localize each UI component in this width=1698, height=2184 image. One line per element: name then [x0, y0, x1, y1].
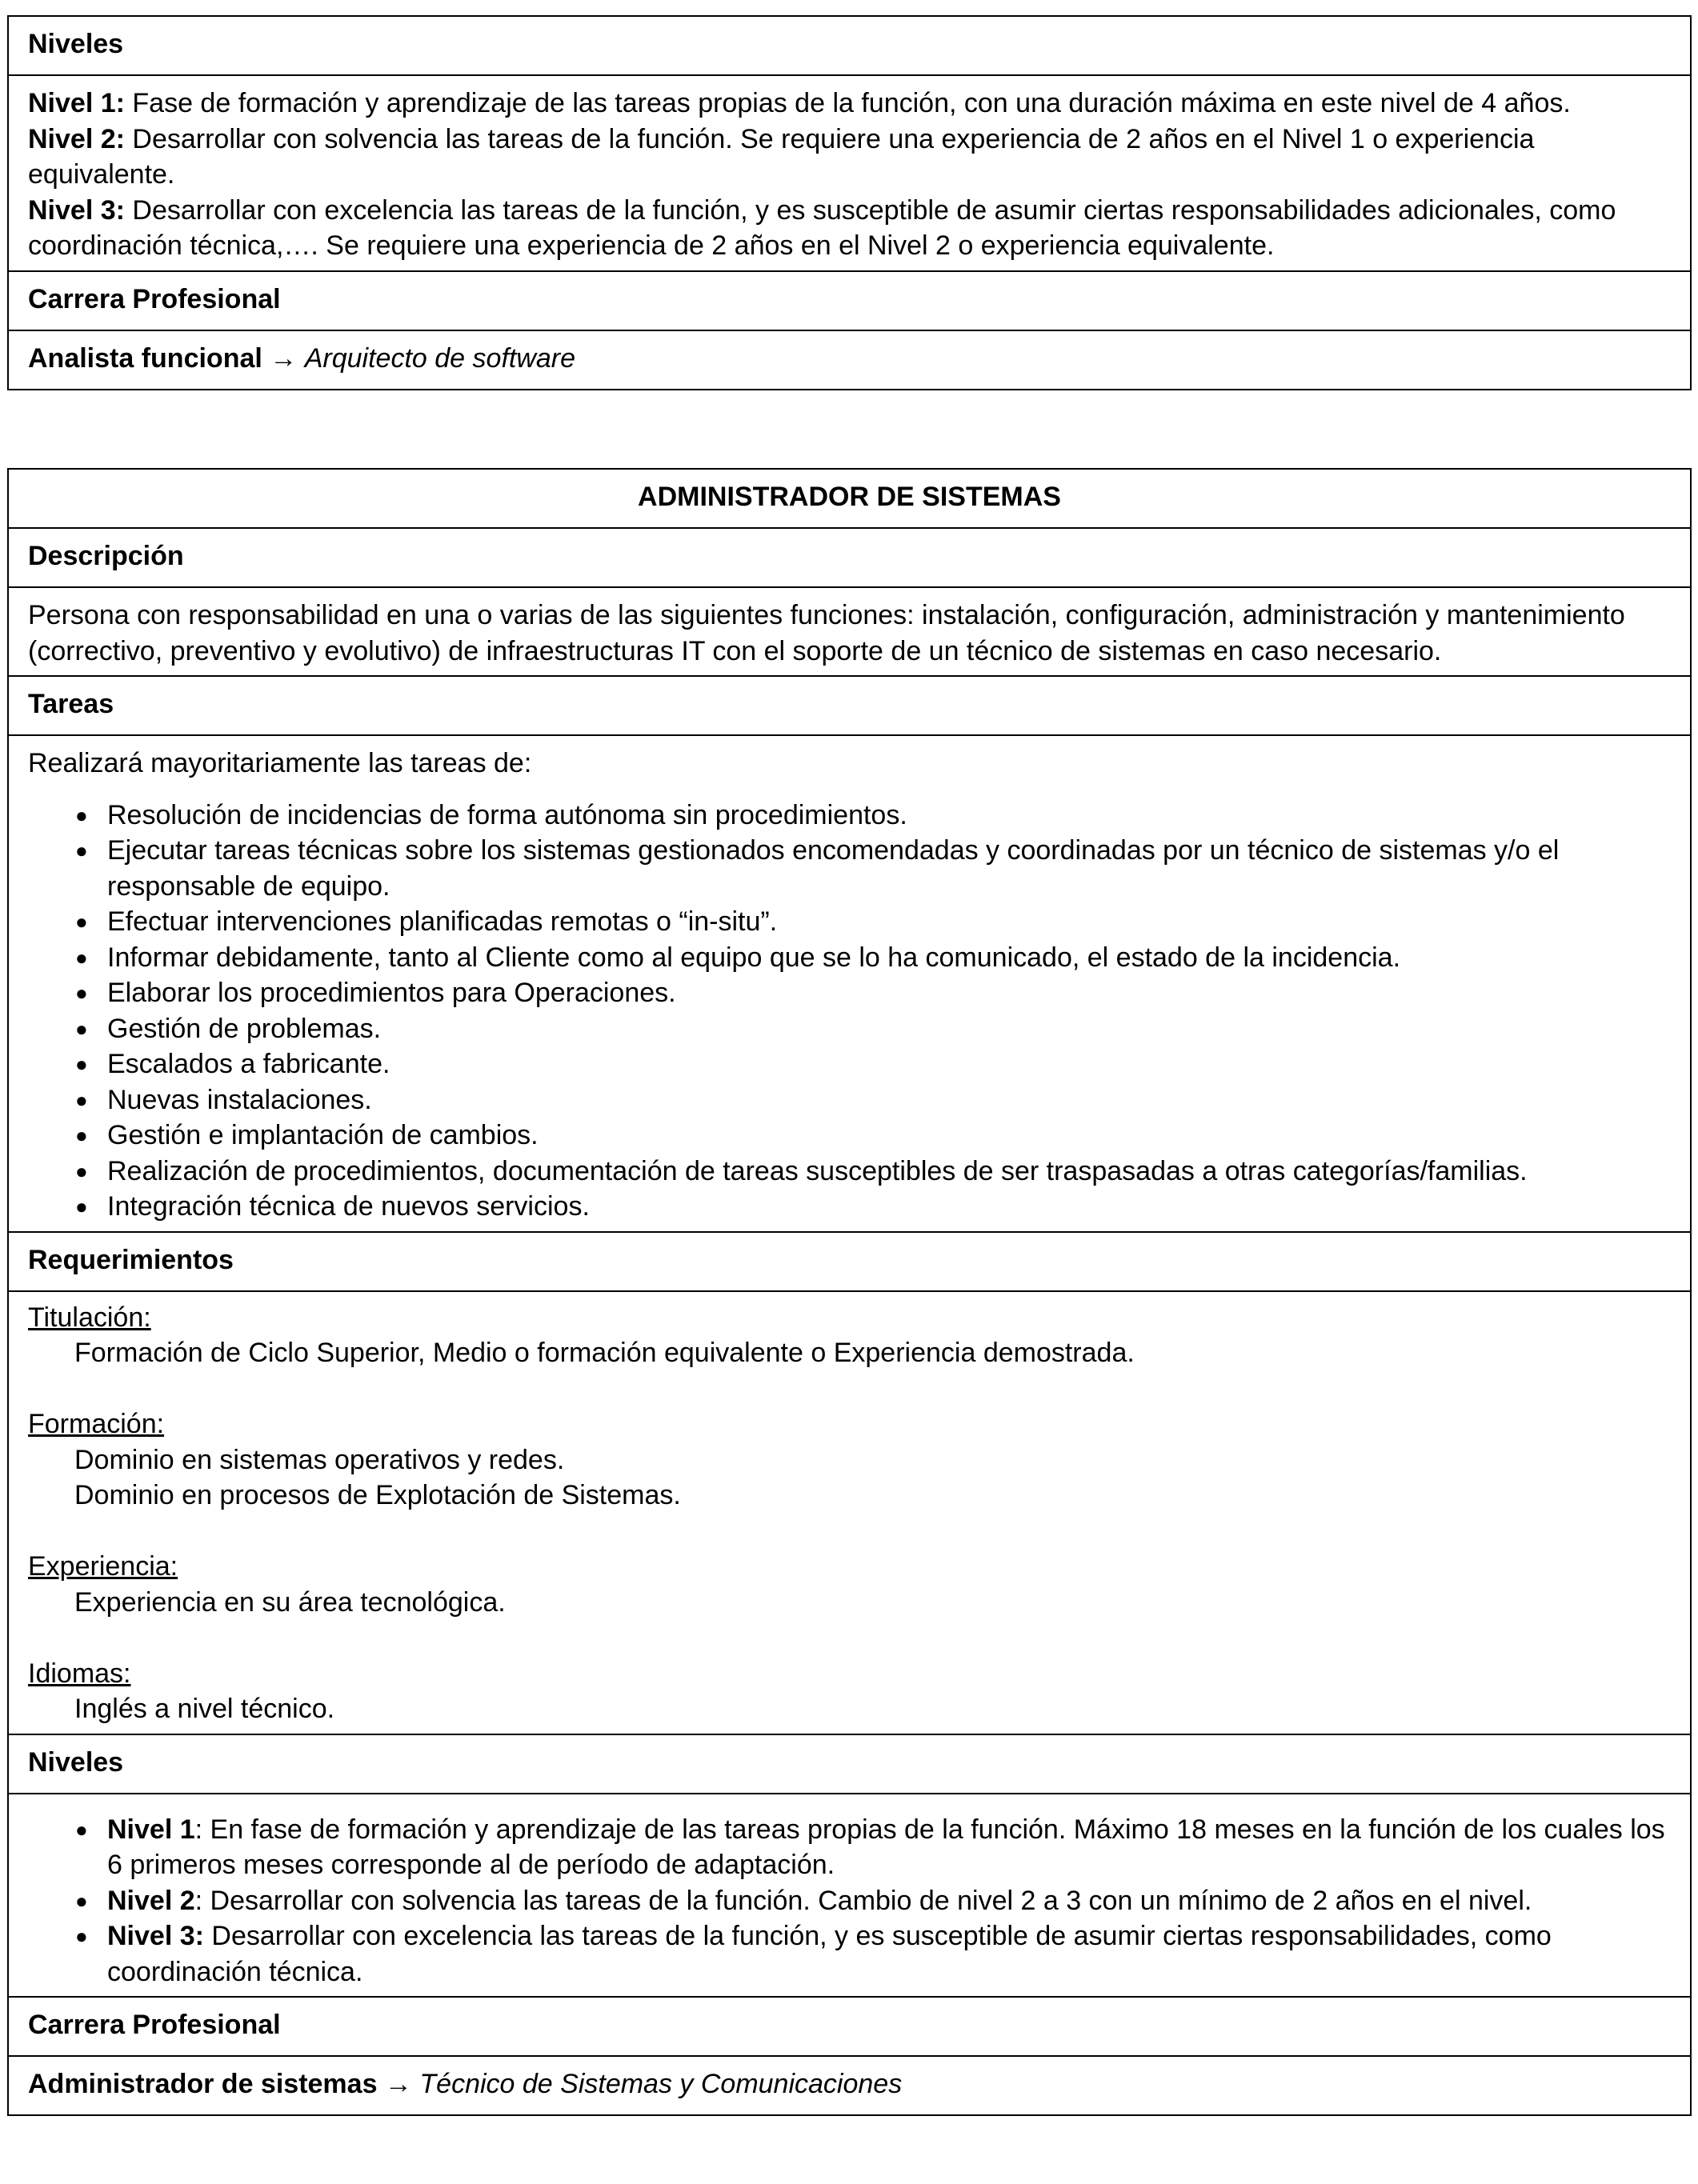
- tasks-heading-text: Tareas: [28, 689, 114, 719]
- level-text: : Desarrollar con solvencia las tareas de la función. Cambio de nivel 2 a 3 con un mínimo de 2 años en el nivel.: [194, 1885, 1532, 1916]
- requirements-heading: [8, 1232, 1691, 1291]
- level-text: Desarrollar con solvencia las tareas de la función. Se requiere una experiencia de 2 años en el Nivel 1 o experiencia equivalente.: [28, 123, 1535, 190]
- profile-table-administrador: [7, 468, 1692, 2116]
- levels-list: [28, 1812, 1671, 1990]
- idiomas-value: Inglés a nivel técnico.: [74, 1694, 335, 1724]
- formacion-label: Formación:: [28, 1409, 165, 1439]
- profile-title-text: ADMINISTRADOR DE SISTEMAS: [638, 482, 1061, 512]
- requirements-content: [8, 1291, 1691, 1734]
- level-label: Nivel 1:: [28, 88, 125, 118]
- career-path: [8, 2056, 1691, 2115]
- level-item: [28, 86, 1671, 122]
- description-heading-text: Descripción: [28, 541, 184, 571]
- titulacion-value: Formación de Ciclo Superior, Medio o formación equivalente o Experiencia demostrada.: [74, 1338, 1135, 1368]
- list-item: ● Realización de procedimientos, documentación de tareas susceptibles de ser traspasadas a otras categorías/familias.: [28, 1154, 1671, 1190]
- niveles-content: [8, 1794, 1691, 1998]
- description-content: [8, 587, 1691, 676]
- career-heading: [8, 1997, 1691, 2056]
- list-item: ● Gestión de problemas.: [28, 1011, 1671, 1047]
- list-item: [28, 1918, 1671, 1990]
- formacion-value: Dominio en sistemas operativos y redes.: [74, 1444, 565, 1475]
- career-path: [8, 330, 1691, 390]
- career-to: Técnico de Sistemas y Comunicaciones: [419, 2069, 903, 2099]
- career-arrow: →: [377, 2069, 420, 2099]
- level-text: Desarrollar con excelencia las tareas de la función, y es susceptible de asumir ciertas responsabilidades, como coordinación técnica.: [107, 1921, 1552, 1987]
- list-item: ● Resolución de incidencias de forma autónoma sin procedimientos.: [28, 798, 1671, 834]
- level-item: [28, 122, 1671, 193]
- profile-table-continued: [7, 15, 1692, 390]
- level-label: Nivel 2: [107, 1885, 195, 1916]
- level-text: : En fase de formación y aprendizaje de las tareas propias de la función. Máximo 18 meses en la función de los cuales los 6 primeros meses corresponde al de período de adaptación.: [107, 1814, 1665, 1880]
- tasks-intro: Realizará mayoritariamente las tareas de:: [28, 748, 532, 778]
- list-item: ● Elaborar los procedimientos para Operaciones.: [28, 975, 1671, 1011]
- niveles-content: [8, 75, 1691, 271]
- list-item: ● Informar debidamente, tanto al Cliente como al equipo que se lo ha comunicado, el estado de la incidencia.: [28, 940, 1671, 976]
- description-heading: [8, 528, 1691, 587]
- tasks-heading: [8, 676, 1691, 735]
- experiencia-label: Experiencia:: [28, 1551, 178, 1582]
- experiencia-value: Experiencia en su área tecnológica.: [74, 1586, 506, 1618]
- list-item: ● Ejecutar tareas técnicas sobre los sistemas gestionados encomendadas y coordinadas por un técnico de sistemas y/o el responsable de equipo.: [28, 833, 1671, 904]
- list-item: [28, 1883, 1671, 1919]
- niveles-heading: [8, 1734, 1691, 1794]
- level-label: Nivel 1: [107, 1814, 195, 1845]
- niveles-heading-text: Niveles: [28, 1746, 124, 1778]
- career-heading: [8, 271, 1691, 330]
- level-text: Fase de formación y aprendizaje de las tareas propias de la función, con una duración máxima en este nivel de 4 años.: [124, 88, 1571, 118]
- list-item: ● Gestión e implantación de cambios.: [28, 1118, 1671, 1154]
- titulacion-label: Titulación:: [28, 1302, 151, 1333]
- list-item: ● Nuevas instalaciones.: [28, 1082, 1671, 1118]
- career-heading-text: Carrera Profesional: [28, 2010, 281, 2040]
- tasks-content: [8, 735, 1691, 1232]
- career-from: Analista funcional: [28, 342, 262, 374]
- career-to: Arquitecto de software: [304, 342, 576, 374]
- niveles-heading: [8, 16, 1691, 75]
- formacion-value: Dominio en procesos de Explotación de Sistemas.: [74, 1480, 681, 1510]
- level-text: Desarrollar con excelencia las tareas de la función, y es susceptible de asumir ciertas responsabilidades adicionales, como coordinación técnica,…. Se requiere una experiencia de 2 años en el Nivel 2 o experiencia equivalente.: [28, 194, 1616, 261]
- profile-title: [8, 469, 1691, 528]
- level-label: Nivel 3:: [107, 1921, 204, 1951]
- list-item: ● Integración técnica de nuevos servicios.: [28, 1189, 1671, 1225]
- list-item: [28, 1812, 1671, 1883]
- level-label: Nivel 3:: [28, 194, 125, 226]
- career-from: Administrador de sistemas: [28, 2069, 378, 2099]
- niveles-heading-text: Niveles: [28, 29, 124, 59]
- level-label: Nivel 2:: [28, 123, 125, 154]
- level-item: [28, 193, 1671, 264]
- requirements-heading-text: Requerimientos: [28, 1244, 234, 1275]
- idiomas-label: Idiomas:: [28, 1658, 131, 1689]
- description-text: Persona con responsabilidad en una o varias de las siguientes funciones: instalación, configuración, administración y mantenimiento (correctivo, preventivo y evolutivo) de infraestructuras IT con el soporte de un técnico de sistemas en caso necesario.: [28, 600, 1625, 666]
- spacer: [28, 1514, 1671, 1550]
- list-item: ● Efectuar intervenciones planificadas remotas o “in-situ”.: [28, 904, 1671, 940]
- list-item: ● Escalados a fabricante.: [28, 1046, 1671, 1082]
- career-arrow: →: [262, 342, 305, 374]
- tasks-list: [28, 798, 1671, 1225]
- career-heading-text: Carrera Profesional: [28, 283, 281, 314]
- spacer: [28, 1620, 1671, 1656]
- spacer: [28, 1371, 1671, 1407]
